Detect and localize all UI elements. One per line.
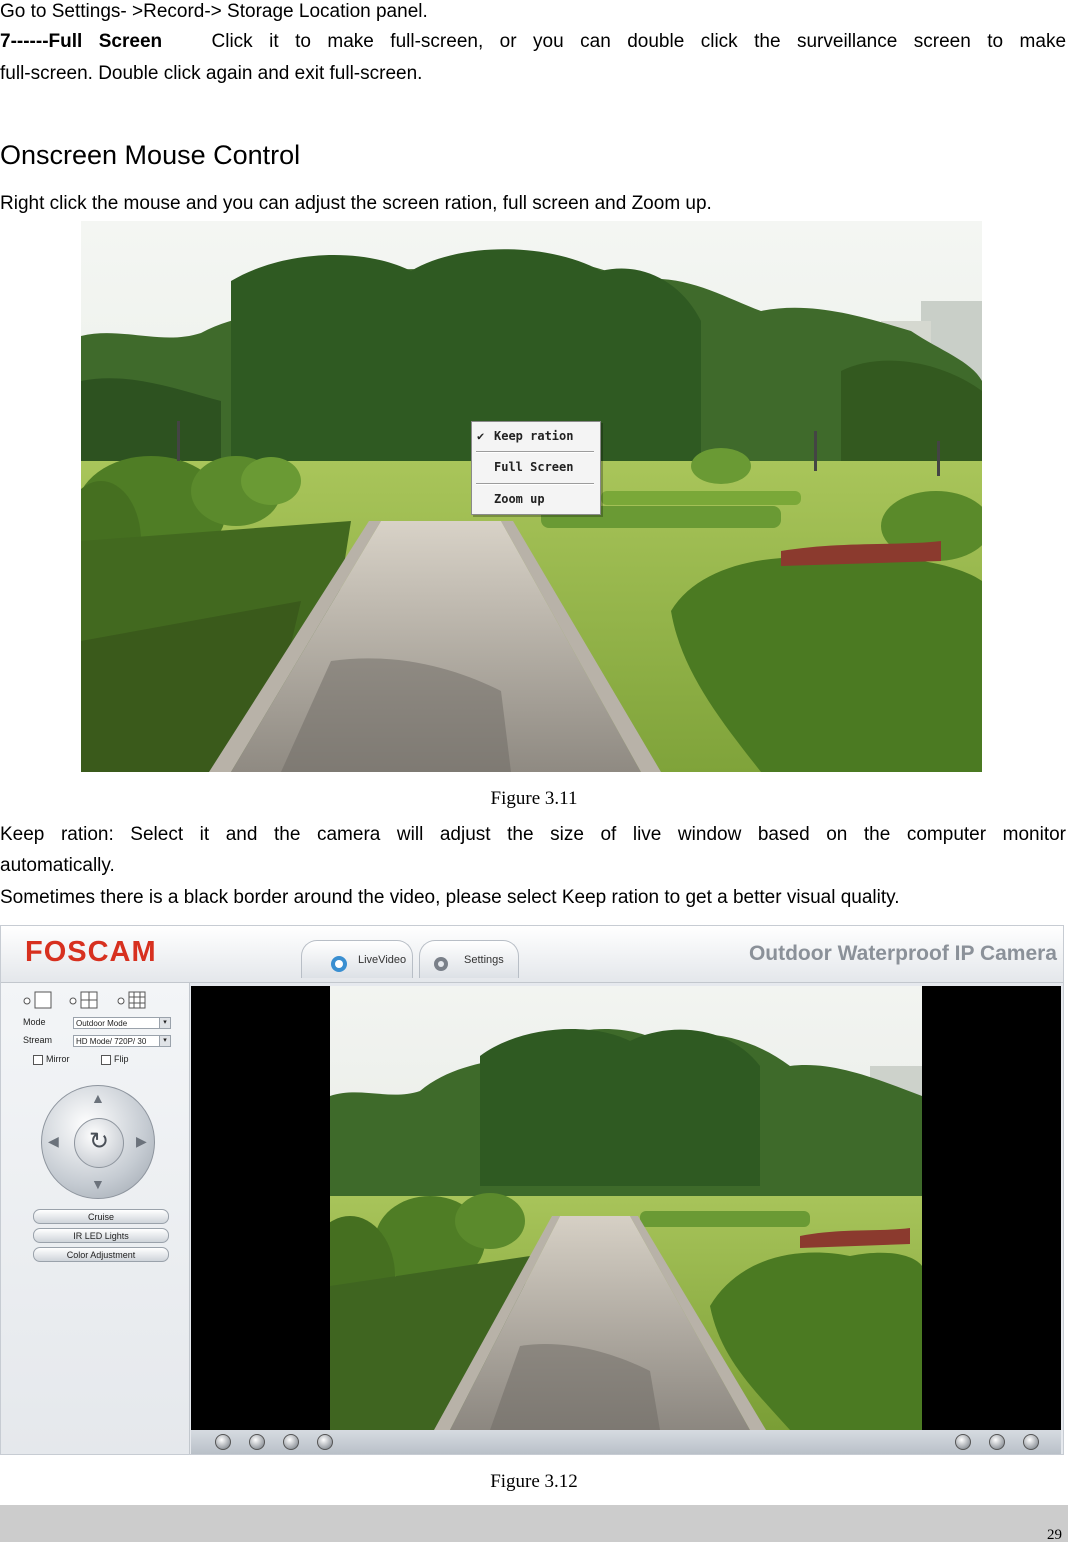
chevron-down-icon: ▾ (159, 1018, 170, 1028)
section-heading: Onscreen Mouse Control (0, 140, 301, 170)
camera-lens-icon (330, 951, 348, 989)
figure-3-11-caption: Figure 3.11 (490, 788, 578, 809)
mode-value: Outdoor Mode (76, 1019, 128, 1028)
full-screen-icon[interactable] (1023, 1434, 1039, 1450)
mirror-label: Mirror (46, 1054, 70, 1064)
mirror-checkbox[interactable] (33, 1055, 43, 1065)
tab-label: LiveVideo (358, 954, 407, 966)
flip-label: Flip (114, 1054, 129, 1064)
page-footer (0, 1505, 1068, 1542)
arrow-left-icon[interactable]: ◀ (48, 1133, 59, 1149)
video-control-bar (191, 1430, 1061, 1454)
intro-line: Go to Settings- >Record-> Storage Location panel. (0, 1, 428, 22)
layout-selector[interactable] (21, 989, 171, 1011)
chevron-down-icon: ▾ (159, 1036, 170, 1046)
figure-3-12-foscam-ui (0, 925, 1064, 1455)
arrow-up-icon[interactable]: ▲ (91, 1090, 105, 1106)
snapshot-icon[interactable] (955, 1434, 971, 1450)
arrow-right-icon[interactable]: ▶ (136, 1133, 147, 1149)
menu-item-label: Zoom up (494, 492, 545, 506)
keep-ration-advice: Sometimes there is a black border around the video, please select Keep ration to get a better visual quality. (0, 887, 900, 908)
page-number: 29 (1047, 1527, 1062, 1543)
ir-led-lights-button[interactable]: IR LED Lights (33, 1228, 169, 1243)
section-body: Right click the mouse and you can adjust the screen ration, full screen and Zoom up. (0, 193, 712, 214)
rotate-icon[interactable]: ↻ (74, 1118, 124, 1168)
full-screen-label: 7------Full Screen (0, 31, 163, 52)
figure-3-11-park-screenshot (81, 221, 982, 772)
menu-item-keep-ration[interactable] (472, 422, 600, 450)
stream-select[interactable] (73, 1035, 171, 1047)
record-icon[interactable] (989, 1434, 1005, 1450)
menu-item-zoom-up[interactable] (472, 485, 600, 513)
checkmark-icon: ✔ (477, 429, 485, 443)
full-screen-paragraph (0, 27, 1066, 56)
audio-icon[interactable] (317, 1434, 333, 1450)
context-menu (471, 421, 601, 515)
gear-icon (432, 951, 450, 989)
foscam-logo: FOSCAM (25, 936, 157, 968)
flip-checkbox[interactable] (101, 1055, 111, 1065)
stream-value: HD Mode/ 720P/ 30 (76, 1037, 147, 1046)
cruise-button[interactable]: Cruise (33, 1209, 169, 1224)
tab-livevideo[interactable] (301, 940, 413, 978)
color-adjustment-button[interactable]: Color Adjustment (33, 1247, 169, 1262)
ptz-control-pad[interactable] (41, 1085, 155, 1199)
live-video-frame (330, 986, 922, 1430)
control-sidebar (1, 983, 190, 1455)
stream-label: Stream (23, 1035, 53, 1045)
mode-label: Mode (23, 1017, 46, 1027)
menu-item-full-screen[interactable] (472, 453, 600, 481)
play-icon[interactable] (215, 1434, 231, 1450)
full-screen-text: Click it to make full-screen, or you can double click the surveillance screen to make (211, 31, 1067, 52)
talk-icon[interactable] (283, 1434, 299, 1450)
tab-settings[interactable] (419, 940, 519, 978)
arrow-down-icon[interactable]: ▼ (91, 1176, 105, 1192)
app-header (1, 926, 1064, 983)
keep-ration-text: Keep ration: Select it and the camera will adjust the size of live window based on the computer monitor (0, 824, 1066, 845)
stop-icon[interactable] (249, 1434, 265, 1450)
figure-3-12-caption: Figure 3.12 (490, 1471, 578, 1492)
product-title: Outdoor Waterproof IP Camera (748, 942, 1057, 965)
mode-select[interactable] (73, 1017, 171, 1029)
live-video-viewer[interactable] (191, 986, 1061, 1430)
keep-ration-text-continued: automatically. (0, 855, 115, 876)
full-screen-text-continued: full-screen. Double click again and exit full-screen. (0, 63, 423, 84)
tab-label: Settings (464, 954, 504, 966)
menu-item-label: Full Screen (494, 460, 574, 474)
menu-item-label: Keep ration (494, 429, 574, 443)
